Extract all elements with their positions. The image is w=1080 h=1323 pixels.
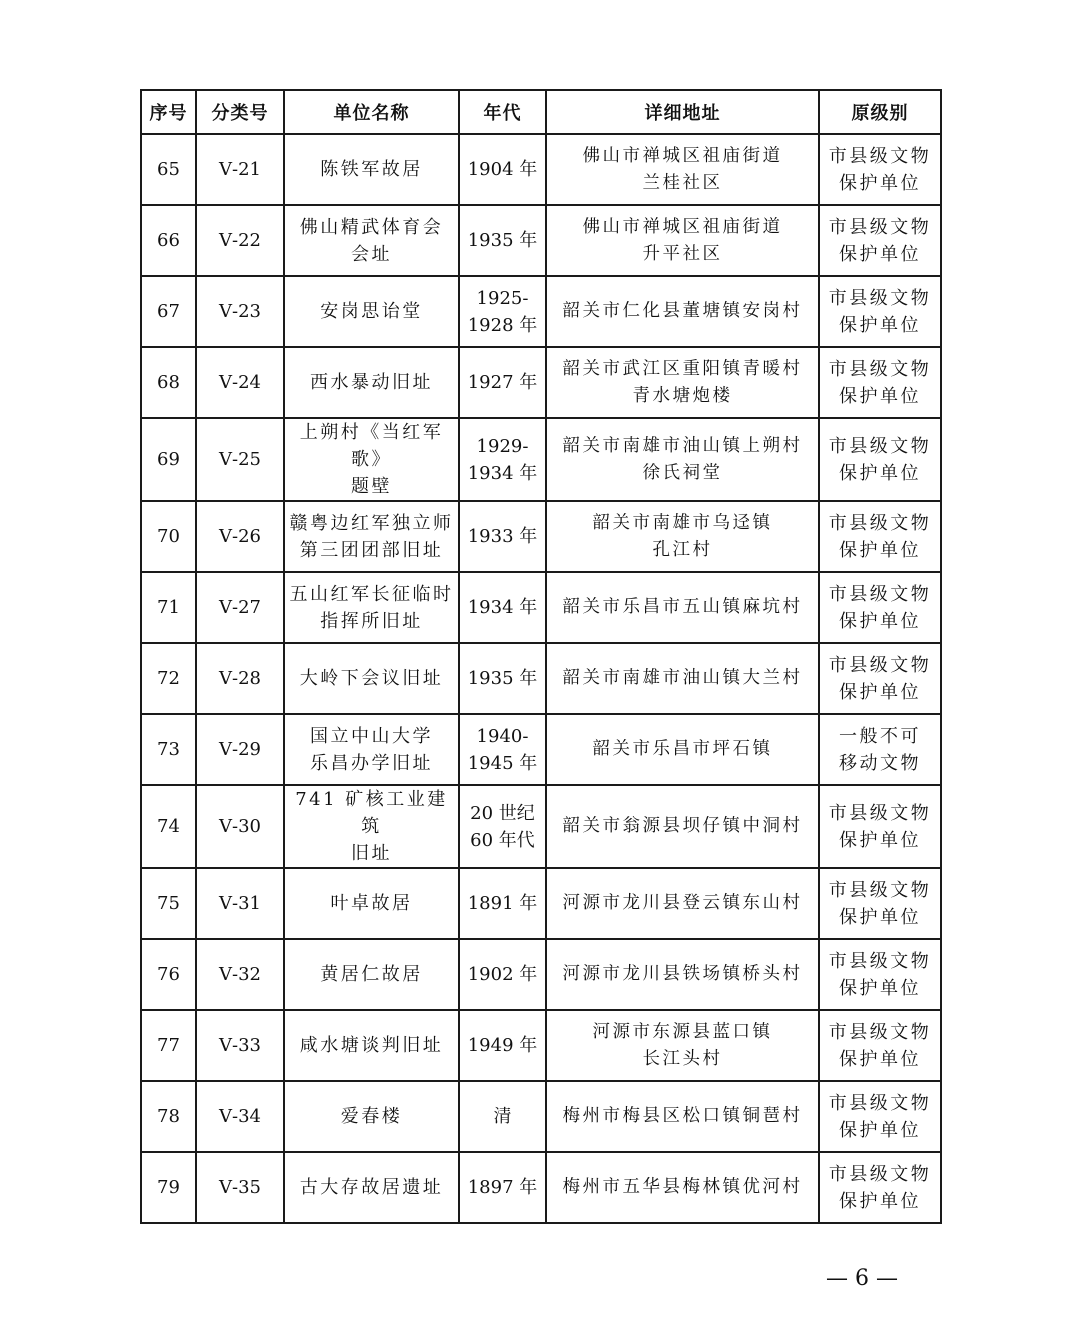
table-row	[141, 418, 941, 501]
cell-address-text: 韶关市翁源县坝仔镇中洞村	[562, 816, 803, 836]
cell-original-level	[819, 1010, 941, 1081]
cell-address	[546, 1152, 819, 1223]
cell-category-code-text: Ⅴ-26	[219, 526, 261, 547]
cell-original-level-text: 市县级文物 保护单位	[828, 287, 932, 336]
cell-category-code	[196, 1010, 284, 1081]
header-era: 年代	[459, 90, 546, 134]
cell-era	[459, 1010, 546, 1081]
cell-original-level-text: 市县级文物 保护单位	[828, 358, 932, 407]
cell-site-name	[284, 939, 459, 1010]
cell-era-text: 1935 年	[467, 230, 538, 251]
heritage-site-table	[140, 89, 942, 1224]
cell-category-code	[196, 868, 284, 939]
cell-serial-number	[141, 347, 196, 418]
cell-address	[546, 939, 819, 1010]
cell-era-text: 1925- 1928 年	[467, 287, 538, 336]
cell-original-level-text: 市县级文物 保护单位	[828, 216, 932, 265]
cell-serial-number-text: 66	[157, 230, 180, 251]
table-row	[141, 785, 941, 868]
cell-site-name	[284, 1081, 459, 1152]
cell-era-text: 1891 年	[467, 893, 538, 914]
header-category-code: 分类号	[196, 90, 284, 134]
cell-original-level	[819, 714, 941, 785]
cell-address	[546, 1010, 819, 1081]
cell-era	[459, 501, 546, 572]
cell-era	[459, 868, 546, 939]
cell-category-code	[196, 1152, 284, 1223]
cell-category-code-text: Ⅴ-21	[219, 159, 261, 180]
table-row	[141, 134, 941, 205]
cell-category-code	[196, 939, 284, 1010]
cell-original-level	[819, 1152, 941, 1223]
cell-original-level-text: 市县级文物 保护单位	[828, 1163, 932, 1212]
cell-site-name-text: 五山红军长征临时 指挥所旧址	[289, 583, 454, 632]
cell-site-name-text: 大岭下会议旧址	[299, 668, 444, 689]
cell-site-name-text: 西水暴动旧址	[310, 372, 433, 393]
cell-era-text: 1949 年	[467, 1035, 538, 1056]
cell-site-name	[284, 643, 459, 714]
cell-site-name	[284, 276, 459, 347]
cell-site-name-text: 叶卓故居	[330, 893, 413, 914]
cell-category-code	[196, 643, 284, 714]
cell-site-name	[284, 1152, 459, 1223]
cell-site-name-text: 赣粤边红军独立师 第三团团部旧址	[289, 512, 454, 561]
cell-category-code-text: Ⅴ-25	[219, 449, 261, 470]
cell-serial-number-text: 71	[157, 597, 180, 618]
cell-era	[459, 205, 546, 276]
cell-serial-number	[141, 501, 196, 572]
cell-serial-number-text: 67	[157, 301, 180, 322]
cell-address	[546, 347, 819, 418]
cell-address-text: 河源市龙川县铁场镇桥头村	[562, 964, 803, 984]
heritage-table-container	[140, 89, 940, 1224]
cell-original-level-text: 市县级文物 保护单位	[828, 654, 932, 703]
cell-category-code-text: Ⅴ-32	[219, 964, 261, 985]
cell-era-text: 20 世纪 60 年代	[470, 802, 535, 851]
cell-era	[459, 714, 546, 785]
cell-site-name	[284, 347, 459, 418]
cell-serial-number	[141, 868, 196, 939]
cell-serial-number-text: 69	[157, 449, 180, 470]
cell-category-code-text: Ⅴ-24	[219, 372, 261, 393]
cell-site-name	[284, 134, 459, 205]
cell-era	[459, 572, 546, 643]
cell-serial-number	[141, 572, 196, 643]
cell-original-level-text: 市县级文物 保护单位	[828, 1092, 932, 1141]
cell-serial-number-text: 73	[157, 739, 180, 760]
cell-site-name-text: 佛山精武体育会 会址	[299, 216, 444, 265]
page-number: — 6 —	[826, 1266, 898, 1291]
header-address: 详细地址	[546, 90, 819, 134]
cell-site-name	[284, 572, 459, 643]
cell-era-text: 1904 年	[467, 159, 538, 180]
cell-era	[459, 939, 546, 1010]
cell-serial-number	[141, 276, 196, 347]
cell-serial-number	[141, 939, 196, 1010]
cell-original-level	[819, 276, 941, 347]
cell-category-code-text: Ⅴ-31	[219, 893, 261, 914]
cell-original-level	[819, 572, 941, 643]
cell-address	[546, 785, 819, 868]
cell-category-code-text: Ⅴ-29	[219, 739, 261, 760]
cell-era-text: 1935 年	[467, 668, 538, 689]
cell-site-name-text: 上朔村《当红军歌》 题壁	[299, 422, 444, 497]
cell-era	[459, 1081, 546, 1152]
cell-address-text: 佛山市禅城区祖庙街道 升平社区	[582, 216, 783, 264]
cell-era	[459, 1152, 546, 1223]
header-original-level: 原级别	[819, 90, 941, 134]
cell-original-level-text: 市县级文物 保护单位	[828, 145, 932, 194]
cell-original-level-text: 市县级文物 保护单位	[828, 1021, 932, 1070]
table-row	[141, 1081, 941, 1152]
cell-era-text: 1927 年	[467, 372, 538, 393]
cell-serial-number-text: 72	[157, 668, 180, 689]
table-header	[141, 90, 941, 134]
cell-era-text: 1933 年	[467, 526, 538, 547]
cell-site-name-text: 陈铁军故居	[320, 159, 423, 180]
cell-category-code	[196, 501, 284, 572]
cell-address-text: 梅州市五华县梅林镇优河村	[562, 1177, 803, 1197]
cell-serial-number	[141, 134, 196, 205]
cell-category-code-text: Ⅴ-23	[219, 301, 261, 322]
cell-site-name	[284, 418, 459, 501]
cell-address	[546, 501, 819, 572]
cell-site-name	[284, 785, 459, 868]
cell-address-text: 韶关市武江区重阳镇青暖村 青水塘炮楼	[562, 358, 803, 406]
cell-serial-number	[141, 785, 196, 868]
cell-category-code-text: Ⅴ-22	[219, 230, 261, 251]
cell-serial-number-text: 74	[157, 816, 180, 837]
cell-serial-number	[141, 1010, 196, 1081]
cell-serial-number-text: 68	[157, 372, 180, 393]
cell-category-code	[196, 572, 284, 643]
cell-original-level	[819, 939, 941, 1010]
cell-original-level	[819, 1081, 941, 1152]
cell-serial-number	[141, 1152, 196, 1223]
table-row	[141, 1010, 941, 1081]
cell-site-name	[284, 501, 459, 572]
cell-site-name	[284, 868, 459, 939]
cell-address	[546, 205, 819, 276]
cell-category-code-text: Ⅴ-33	[219, 1035, 261, 1056]
cell-original-level-text: 市县级文物 保护单位	[828, 950, 932, 999]
table-row	[141, 939, 941, 1010]
cell-serial-number-text: 77	[157, 1035, 180, 1056]
header-serial-number: 序号	[141, 90, 196, 134]
cell-serial-number	[141, 1081, 196, 1152]
cell-original-level	[819, 205, 941, 276]
cell-site-name-text: 安岗思诒堂	[320, 301, 423, 322]
cell-era-text: 1929- 1934 年	[467, 435, 538, 484]
cell-site-name-text: 741 矿核工业建筑 旧址	[295, 789, 448, 864]
cell-era-text: 1902 年	[467, 964, 538, 985]
cell-serial-number	[141, 714, 196, 785]
cell-original-level-text: 市县级文物 保护单位	[828, 512, 932, 561]
cell-category-code	[196, 1081, 284, 1152]
cell-era-text: 1940- 1945 年	[467, 725, 538, 774]
cell-original-level-text: 市县级文物 保护单位	[828, 879, 932, 928]
cell-category-code	[196, 134, 284, 205]
table-row	[141, 868, 941, 939]
table-row	[141, 1152, 941, 1223]
cell-address-text: 韶关市南雄市油山镇上朔村 徐氏祠堂	[562, 435, 803, 483]
cell-serial-number-text: 78	[157, 1106, 180, 1127]
cell-address	[546, 276, 819, 347]
table-row	[141, 572, 941, 643]
cell-address-text: 梅州市梅县区松口镇铜琶村	[562, 1106, 803, 1126]
cell-site-name	[284, 205, 459, 276]
table-row	[141, 643, 941, 714]
cell-category-code	[196, 276, 284, 347]
cell-original-level	[819, 785, 941, 868]
cell-serial-number	[141, 205, 196, 276]
table-row	[141, 347, 941, 418]
cell-serial-number-text: 76	[157, 964, 180, 985]
cell-category-code-text: Ⅴ-30	[219, 816, 261, 837]
cell-era	[459, 347, 546, 418]
cell-category-code	[196, 418, 284, 501]
cell-category-code-text: Ⅴ-27	[219, 597, 261, 618]
cell-address-text: 韶关市南雄市乌迳镇 孔江村	[592, 512, 773, 560]
cell-original-level	[819, 347, 941, 418]
cell-address-text: 河源市龙川县登云镇东山村	[562, 893, 803, 913]
table-body	[141, 134, 941, 1223]
cell-category-code	[196, 714, 284, 785]
cell-era	[459, 134, 546, 205]
cell-era	[459, 418, 546, 501]
cell-original-level-text: 一般不可 移动文物	[839, 725, 921, 774]
header-site-name: 单位名称	[284, 90, 459, 134]
cell-site-name-text: 黄居仁故居	[320, 964, 423, 985]
table-row	[141, 501, 941, 572]
cell-original-level	[819, 418, 941, 501]
cell-era-text: 1897 年	[467, 1177, 538, 1198]
cell-address	[546, 643, 819, 714]
cell-address	[546, 572, 819, 643]
cell-era-text: 清	[493, 1106, 512, 1127]
cell-address-text: 佛山市禅城区祖庙街道 兰桂社区	[582, 145, 783, 193]
table-row	[141, 276, 941, 347]
cell-address	[546, 714, 819, 785]
cell-address-text: 韶关市乐昌市五山镇麻坑村	[562, 597, 803, 617]
cell-address	[546, 868, 819, 939]
cell-original-level	[819, 868, 941, 939]
cell-address-text: 韶关市南雄市油山镇大兰村	[562, 668, 803, 688]
cell-site-name-text: 国立中山大学 乐昌办学旧址	[310, 725, 433, 774]
cell-serial-number-text: 75	[157, 893, 180, 914]
cell-original-level	[819, 501, 941, 572]
cell-serial-number	[141, 418, 196, 501]
cell-era-text: 1934 年	[467, 597, 538, 618]
cell-era	[459, 785, 546, 868]
cell-address-text: 韶关市仁化县董塘镇安岗村	[562, 301, 803, 321]
cell-category-code-text: Ⅴ-28	[219, 668, 261, 689]
table-row	[141, 205, 941, 276]
cell-serial-number-text: 70	[157, 526, 180, 547]
cell-original-level	[819, 134, 941, 205]
cell-era	[459, 643, 546, 714]
cell-address	[546, 1081, 819, 1152]
cell-site-name-text: 咸水塘谈判旧址	[299, 1035, 444, 1056]
cell-era	[459, 276, 546, 347]
cell-serial-number	[141, 643, 196, 714]
cell-site-name	[284, 1010, 459, 1081]
cell-original-level-text: 市县级文物 保护单位	[828, 435, 932, 484]
cell-site-name-text: 爱春楼	[340, 1106, 403, 1127]
cell-category-code	[196, 205, 284, 276]
cell-category-code	[196, 347, 284, 418]
cell-category-code	[196, 785, 284, 868]
cell-category-code-text: Ⅴ-34	[219, 1106, 261, 1127]
cell-original-level	[819, 643, 941, 714]
cell-serial-number-text: 65	[157, 159, 180, 180]
cell-original-level-text: 市县级文物 保护单位	[828, 802, 932, 851]
cell-original-level-text: 市县级文物 保护单位	[828, 583, 932, 632]
cell-site-name	[284, 714, 459, 785]
cell-site-name-text: 古大存故居遗址	[299, 1177, 444, 1198]
table-row	[141, 714, 941, 785]
cell-serial-number-text: 79	[157, 1177, 180, 1198]
cell-address-text: 韶关市乐昌市坪石镇	[592, 739, 773, 759]
cell-address	[546, 418, 819, 501]
cell-category-code-text: Ⅴ-35	[219, 1177, 261, 1198]
cell-address	[546, 134, 819, 205]
header-row	[141, 90, 941, 134]
cell-address-text: 河源市东源县蓝口镇 长江头村	[592, 1021, 773, 1069]
